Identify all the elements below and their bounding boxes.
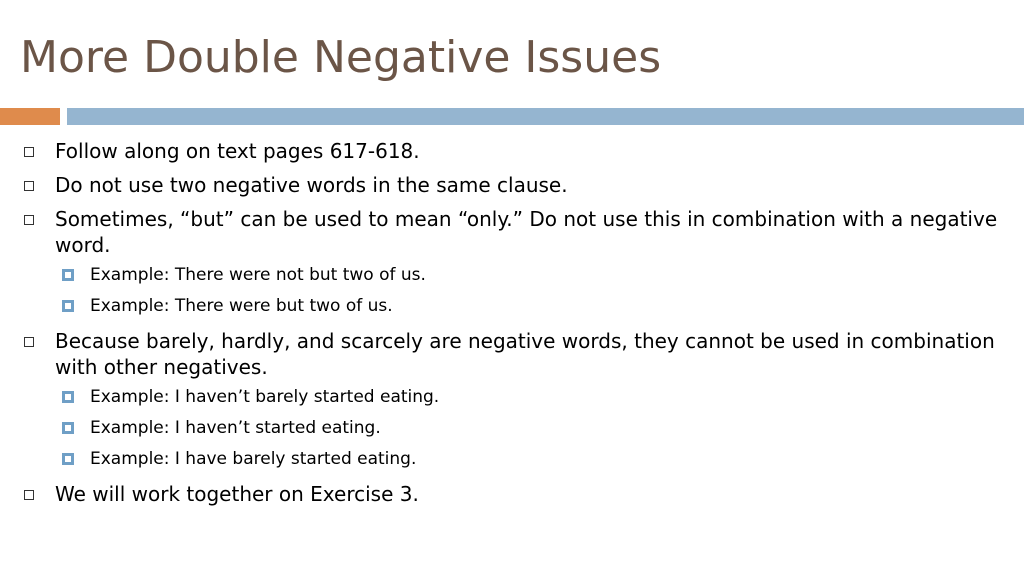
sub-bullet-text: Example: I have barely started eating. xyxy=(90,449,417,469)
bullet-item xyxy=(20,172,1005,198)
title-accent-bar-orange xyxy=(0,108,60,125)
sub-bullet-text: Example: I haven’t barely started eating. xyxy=(90,387,440,407)
bullet-item xyxy=(20,138,1005,164)
filled-square-bullet-icon xyxy=(62,269,74,281)
sub-bullet-text: Example: There were but two of us. xyxy=(90,296,393,316)
filled-square-bullet-icon xyxy=(62,300,74,312)
bullet-item xyxy=(20,328,1005,380)
bullet-item xyxy=(20,206,1005,258)
hollow-square-bullet-icon xyxy=(24,215,34,225)
sub-bullet-item xyxy=(20,448,1005,470)
filled-square-bullet-icon xyxy=(62,453,74,465)
sub-bullet-item xyxy=(20,264,1005,286)
sub-bullet-text: Example: There were not but two of us. xyxy=(90,265,426,285)
bullet-text: We will work together on Exercise 3. xyxy=(55,482,419,506)
hollow-square-bullet-icon xyxy=(24,337,34,347)
hollow-square-bullet-icon xyxy=(24,490,34,500)
slide-title: More Double Negative Issues xyxy=(20,32,662,83)
slide-content xyxy=(20,138,1005,515)
bullet-text: Follow along on text pages 617-618. xyxy=(55,139,420,163)
bullet-text: Sometimes, “but” can be used to mean “only.” Do not use this in combination with a negative word. xyxy=(55,207,998,257)
filled-square-bullet-icon xyxy=(62,422,74,434)
title-accent-bar-blue xyxy=(67,108,1024,125)
hollow-square-bullet-icon xyxy=(24,181,34,191)
bullet-item xyxy=(20,481,1005,507)
sub-bullet-text: Example: I haven’t started eating. xyxy=(90,418,381,438)
hollow-square-bullet-icon xyxy=(24,147,34,157)
bullet-text: Because barely, hardly, and scarcely are negative words, they cannot be used in combination with other negatives. xyxy=(55,329,995,379)
filled-square-bullet-icon xyxy=(62,391,74,403)
sub-bullet-item xyxy=(20,417,1005,439)
bullet-text: Do not use two negative words in the same clause. xyxy=(55,173,568,197)
sub-bullet-item xyxy=(20,386,1005,408)
sub-bullet-item xyxy=(20,295,1005,317)
